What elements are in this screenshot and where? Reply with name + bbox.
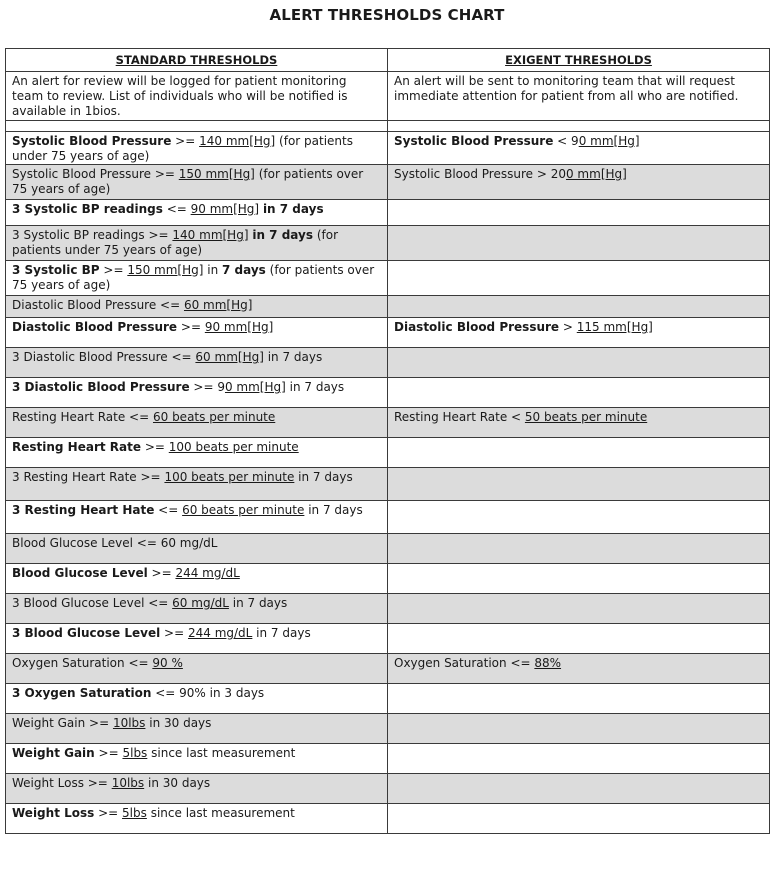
threshold-text: 5lbs [122,806,147,820]
threshold-row [6,132,770,165]
threshold-text: 3 Systolic BP readings [12,202,163,216]
exigent-threshold-cell [388,774,770,804]
threshold-text: in 7 days [285,380,345,394]
threshold-text: in 30 days [144,776,211,790]
exigent-threshold-cell [388,564,770,594]
exigent-threshold-cell [388,348,770,378]
standard-thresholds-header: STANDARD THRESHOLDS [6,49,388,72]
threshold-text: in [203,263,223,277]
threshold-text: 5lbs [122,746,148,760]
threshold-text: Oxygen Saturation <= [12,656,153,670]
threshold-row [6,744,770,774]
threshold-row [6,408,770,438]
threshold-row [6,624,770,654]
threshold-text: <= [154,503,183,517]
threshold-text: Blood Glucose Level <= 60 mg/dL [12,536,218,550]
standard-threshold-cell [6,624,388,654]
exigent-threshold-cell [388,501,770,534]
threshold-text: >= [94,746,123,760]
threshold-row [6,165,770,200]
threshold-text: 100 beats per minute [168,440,299,454]
threshold-text: 3 Systolic BP [12,263,100,277]
threshold-row [6,804,770,834]
standard-threshold-cell [6,200,388,226]
threshold-text: 140 mm[Hg] [172,228,249,242]
standard-threshold-cell [6,534,388,564]
threshold-text: <= [162,202,191,216]
spacer-cell [388,121,770,132]
exigent-threshold-cell [388,714,770,744]
threshold-row [6,774,770,804]
exigent-threshold-cell [388,226,770,261]
threshold-text: Systolic Blood Pressure >= [12,167,179,181]
threshold-text: in 7 days [228,596,288,610]
threshold-text: 0 mm[Hg] [565,167,627,181]
threshold-text: Weight Gain >= [12,716,113,730]
threshold-text: in 7 days [252,626,311,640]
page-title: ALERT THRESHOLDS CHART [269,6,505,24]
standard-threshold-cell [6,261,388,296]
standard-threshold-cell [6,165,388,200]
threshold-text: >= [99,263,128,277]
threshold-text: in 7 days [304,503,363,517]
threshold-row [6,468,770,501]
threshold-text: in 7 days [262,202,324,216]
standard-threshold-cell [6,226,388,261]
standard-threshold-cell [6,594,388,624]
threshold-row [6,318,770,348]
threshold-text: <= 90% in 3 days [151,686,265,700]
exigent-threshold-cell [388,296,770,318]
threshold-text: Resting Heart Rate [12,440,142,454]
threshold-row [6,200,770,226]
threshold-text: (for patients under 75 years of age) [12,228,338,257]
threshold-text: 10lbs [112,716,146,730]
threshold-text: Diastolic Blood Pressure [394,320,560,334]
threshold-text: 88% [534,656,562,670]
standard-threshold-cell [6,501,388,534]
exigent-threshold-cell [388,534,770,564]
exigent-threshold-cell [388,132,770,165]
threshold-text: 90 mm[Hg] [204,320,274,334]
standard-threshold-cell [6,378,388,408]
threshold-text: >= [147,566,176,580]
threshold-text: Resting Heart Rate < [394,410,525,424]
threshold-text: Systolic Blood Pressure [12,134,172,148]
threshold-text: (for patients over 75 years of age) [12,167,364,196]
exigent-threshold-cell [388,684,770,714]
standard-threshold-cell [6,744,388,774]
standard-threshold-cell [6,468,388,501]
threshold-text: Systolic Blood Pressure > 20 [394,167,566,181]
exigent-threshold-cell [388,200,770,226]
threshold-text: Resting Heart Rate <= [12,410,153,424]
threshold-row [6,714,770,744]
threshold-text: >= 9 [189,380,225,394]
threshold-row [6,261,770,296]
thresholds-table [5,48,770,834]
threshold-text: Blood Glucose Level [12,566,148,580]
standard-threshold-cell [6,296,388,318]
standard-threshold-cell [6,132,388,165]
threshold-text: Systolic Blood Pressure [394,134,554,148]
exigent-threshold-cell [388,594,770,624]
threshold-text: 3 Blood Glucose Level [12,626,161,640]
standard-threshold-cell [6,408,388,438]
threshold-text: 0 mm[Hg] [224,380,286,394]
threshold-text: >= [177,320,205,334]
exigent-threshold-cell [388,654,770,684]
threshold-text: 10lbs [111,776,145,790]
standard-threshold-cell [6,714,388,744]
standard-threshold-cell [6,438,388,468]
threshold-text: 7 days [222,263,266,277]
threshold-row [6,594,770,624]
standard-threshold-cell [6,318,388,348]
threshold-row [6,684,770,714]
threshold-text: 90 mm[Hg] [190,202,260,216]
standard-threshold-cell [6,348,388,378]
standard-threshold-cell [6,684,388,714]
threshold-text: since last measurement [146,806,295,820]
threshold-text: since last measurement [147,746,296,760]
standard-description: An alert for review will be logged for patient monitoring team to review. List of individuals who will be notified is available in 1bios. [6,72,388,121]
threshold-text: 3 Resting Heart Hate [12,503,155,517]
threshold-text: 90 % [152,656,183,670]
threshold-text: >= [94,806,123,820]
threshold-row [6,501,770,534]
threshold-row [6,296,770,318]
exigent-threshold-cell [388,378,770,408]
threshold-text: in 30 days [145,716,212,730]
threshold-text: >= [171,134,200,148]
exigent-threshold-cell [388,744,770,774]
exigent-thresholds-header: EXIGENT THRESHOLDS [388,49,770,72]
threshold-text: Weight Gain [12,746,95,760]
threshold-row [6,654,770,684]
threshold-text: in 7 days [294,470,353,484]
exigent-threshold-cell [388,468,770,501]
threshold-text: 50 beats per minute [524,410,648,424]
threshold-text: (for patients over 75 years of age) [12,263,375,292]
threshold-text: 60 beats per minute [152,410,276,424]
threshold-text: 140 mm[Hg] [199,134,276,148]
threshold-text: >= [160,626,188,640]
threshold-text: 244 mg/dL [175,566,240,580]
threshold-text: 115 mm[Hg] [576,320,653,334]
threshold-text: 3 Diastolic Blood Pressure [12,380,190,394]
exigent-threshold-cell [388,318,770,348]
threshold-text: 3 Blood Glucose Level <= [12,596,173,610]
spacer-row [6,121,770,132]
threshold-row [6,226,770,261]
threshold-row [6,378,770,408]
threshold-text: 3 Systolic BP readings >= [12,228,173,242]
standard-threshold-cell [6,804,388,834]
threshold-text: 150 mm[Hg] [127,263,204,277]
description-row [6,72,770,121]
threshold-text: 60 beats per minute [182,503,305,517]
threshold-text: Weight Loss >= [12,776,112,790]
standard-threshold-cell [6,774,388,804]
threshold-text: 3 Diastolic Blood Pressure <= [12,350,196,364]
threshold-text: in 7 days [263,350,323,364]
threshold-text: 150 mm[Hg] [178,167,255,181]
threshold-text: 244 mg/dL [187,626,253,640]
threshold-text: 60 mm[Hg] [183,298,253,312]
threshold-text: >= [141,440,169,454]
exigent-threshold-cell [388,261,770,296]
threshold-text: Diastolic Blood Pressure <= [12,298,184,312]
threshold-row [6,534,770,564]
threshold-text: Diastolic Blood Pressure [12,320,178,334]
threshold-text: Oxygen Saturation <= [394,656,535,670]
threshold-row [6,564,770,594]
exigent-description: An alert will be sent to monitoring team that will request immediate attention for patient from all who are notified. [388,72,770,121]
exigent-threshold-cell [388,624,770,654]
standard-threshold-cell [6,564,388,594]
threshold-text: 60 mm[Hg] [195,350,264,364]
threshold-row [6,438,770,468]
threshold-text: 60 mg/dL [172,596,229,610]
threshold-text: 3 Oxygen Saturation [12,686,152,700]
threshold-text: > [559,320,577,334]
threshold-text: in 7 days [252,228,313,242]
exigent-threshold-cell [388,804,770,834]
standard-threshold-cell [6,654,388,684]
exigent-threshold-cell [388,438,770,468]
threshold-text: (for patients under 75 years of age) [12,134,353,163]
threshold-row [6,348,770,378]
threshold-text: 0 mm[Hg] [578,134,640,148]
exigent-threshold-cell [388,408,770,438]
threshold-text: < 9 [553,134,579,148]
threshold-text: 3 Resting Heart Rate >= [12,470,165,484]
exigent-threshold-cell [388,165,770,200]
threshold-text: 100 beats per minute [164,470,295,484]
spacer-cell [6,121,388,132]
threshold-text: Weight Loss [12,806,95,820]
